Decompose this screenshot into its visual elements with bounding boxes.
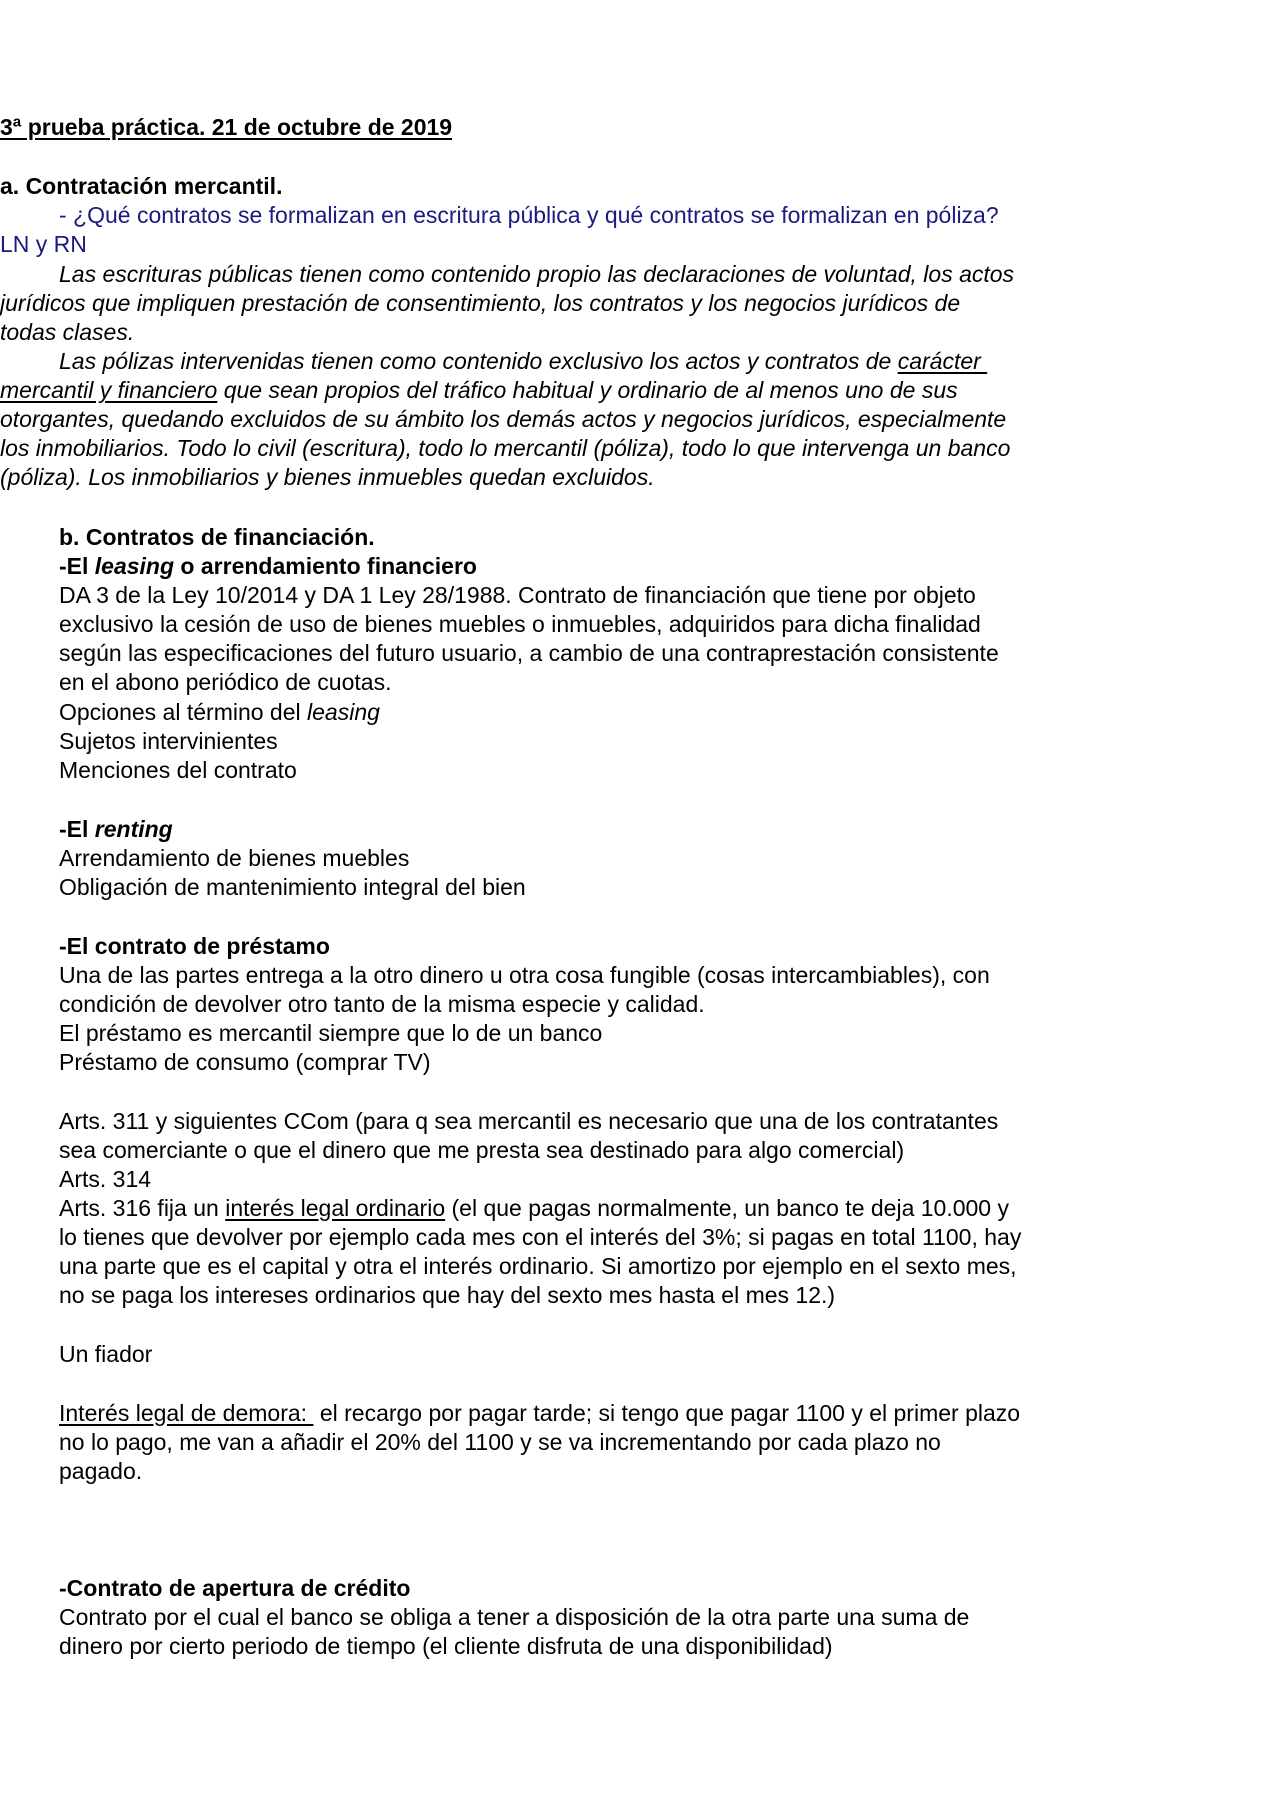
- demora-line: pagado.: [59, 1458, 143, 1484]
- underlined-term: interés legal ordinario: [225, 1195, 446, 1221]
- art316-line: no se paga los intereses ordinarios que hay del sexto mes hasta el mes 12.): [59, 1282, 836, 1308]
- prestamo-line: El préstamo es mercantil siempre que lo de un banco: [59, 1020, 603, 1046]
- credito-heading: -Contrato de apertura de crédito: [59, 1575, 411, 1601]
- text-span: que sean propios del tráfico habitual y ordinario de al menos uno de sus: [217, 377, 958, 403]
- emphasis: renting: [94, 816, 173, 842]
- demora-line: [59, 1399, 1020, 1428]
- paragraph-line: [59, 347, 987, 376]
- section-b-heading: b. Contratos de financiación.: [59, 524, 375, 550]
- paragraph-line: (póliza). Los inmobiliarios y bienes inmuebles quedan excluidos.: [0, 464, 655, 490]
- document-title: 3ª prueba práctica. 21 de octubre de 2019: [0, 114, 453, 140]
- text-span: -El: [59, 553, 95, 579]
- credito-line: Contrato por el cual el banco se obliga a tener a disposición de la otra parte una suma de: [59, 1604, 970, 1630]
- fiador-line: Un fiador: [59, 1341, 153, 1367]
- text-span: el recargo por pagar tarde; si tengo que pagar 1100 y el primer plazo: [313, 1400, 1021, 1426]
- prestamo-line: Una de las partes entrega a la otro dinero u otra cosa fungible (cosas intercambiables), con: [59, 962, 990, 988]
- renting-line: Arrendamiento de bienes muebles: [59, 845, 410, 871]
- paragraph-line: Las escrituras públicas tienen como contenido propio las declaraciones de voluntad, los actos: [59, 261, 1015, 287]
- art316-line: lo tienes que devolver por ejemplo cada mes con el interés del 3%; si pagas en total 1100, hay: [59, 1224, 1022, 1250]
- leasing-subjects: Sujetos intervinientes: [59, 728, 278, 754]
- text-span: -El: [59, 816, 95, 842]
- art316-line: una parte que es el capital y otra el interés ordinario. Si amortizo por ejemplo en el sexto mes,: [59, 1253, 1017, 1279]
- prestamo-heading: -El contrato de préstamo: [59, 933, 330, 959]
- leasing-line: según las especificaciones del futuro usuario, a cambio de una contraprestación consistente: [59, 640, 999, 666]
- section-a-question: - ¿Qué contratos se formalizan en escritura pública y qué contratos se formalizan en póliza?: [59, 202, 999, 228]
- text-span: Opciones al término del: [59, 699, 308, 725]
- prestamo-line: condición de devolver otro tanto de la misma especie y calidad.: [59, 991, 705, 1017]
- section-a-question-tail: LN y RN: [0, 231, 87, 257]
- paragraph-line: todas clases.: [0, 319, 135, 345]
- leasing-mentions: Menciones del contrato: [59, 757, 297, 783]
- text-span: o arrendamiento financiero: [174, 553, 477, 579]
- emphasis: leasing: [307, 699, 380, 725]
- underlined-term: carácter: [897, 348, 988, 374]
- prestamo-line: Préstamo de consumo (comprar TV): [59, 1049, 431, 1075]
- leasing-options: [59, 698, 380, 727]
- leasing-line: en el abono periódico de cuotas.: [59, 669, 392, 695]
- paragraph-line: los inmobiliarios. Todo lo civil (escritura), todo lo mercantil (póliza), todo lo que intervenga un banco: [0, 435, 1011, 461]
- underlined-term: mercantil y financiero: [0, 377, 218, 403]
- renting-heading: [59, 815, 173, 844]
- text-span: Arts. 316 fija un: [59, 1195, 226, 1221]
- renting-line: Obligación de mantenimiento integral del bien: [59, 874, 526, 900]
- text-span: (el que pagas normalmente, un banco te deja 10.000 y: [445, 1195, 1009, 1221]
- arts-line: Arts. 311 y siguientes CCom (para q sea mercantil es necesario que una de los contratantes: [59, 1108, 999, 1134]
- credito-line: dinero por cierto periodo de tiempo (el cliente disfruta de una disponibilidad): [59, 1633, 833, 1659]
- arts-line: Arts. 314: [59, 1166, 152, 1192]
- underlined-term: Interés legal de demora:: [59, 1400, 314, 1426]
- leasing-line: DA 3 de la Ley 10/2014 y DA 1 Ley 28/1988. Contrato de financiación que tiene por objeto: [59, 582, 976, 608]
- demora-line: no lo pago, me van a añadir el 20% del 1100 y se va incrementando por cada plazo no: [59, 1429, 941, 1455]
- art316-line: [59, 1194, 1009, 1223]
- arts-line: sea comerciante o que el dinero que me presta sea destinado para algo comercial): [59, 1137, 905, 1163]
- paragraph-line: jurídicos que impliquen prestación de consentimiento, los contratos y los negocios jurídicos de: [0, 290, 961, 316]
- leasing-heading: [59, 552, 477, 581]
- section-a-heading: a. Contratación mercantil.: [0, 173, 283, 199]
- emphasis: leasing: [94, 553, 175, 579]
- text-span: Las pólizas intervenidas tienen como contenido exclusivo los actos y contratos de: [59, 348, 898, 374]
- paragraph-line: otorgantes, quedando excluidos de su ámbito los demás actos y negocios jurídicos, especialmente: [0, 406, 1007, 432]
- leasing-line: exclusivo la cesión de uso de bienes muebles o inmuebles, adquiridos para dicha finalidad: [59, 611, 981, 637]
- paragraph-line: [0, 376, 958, 405]
